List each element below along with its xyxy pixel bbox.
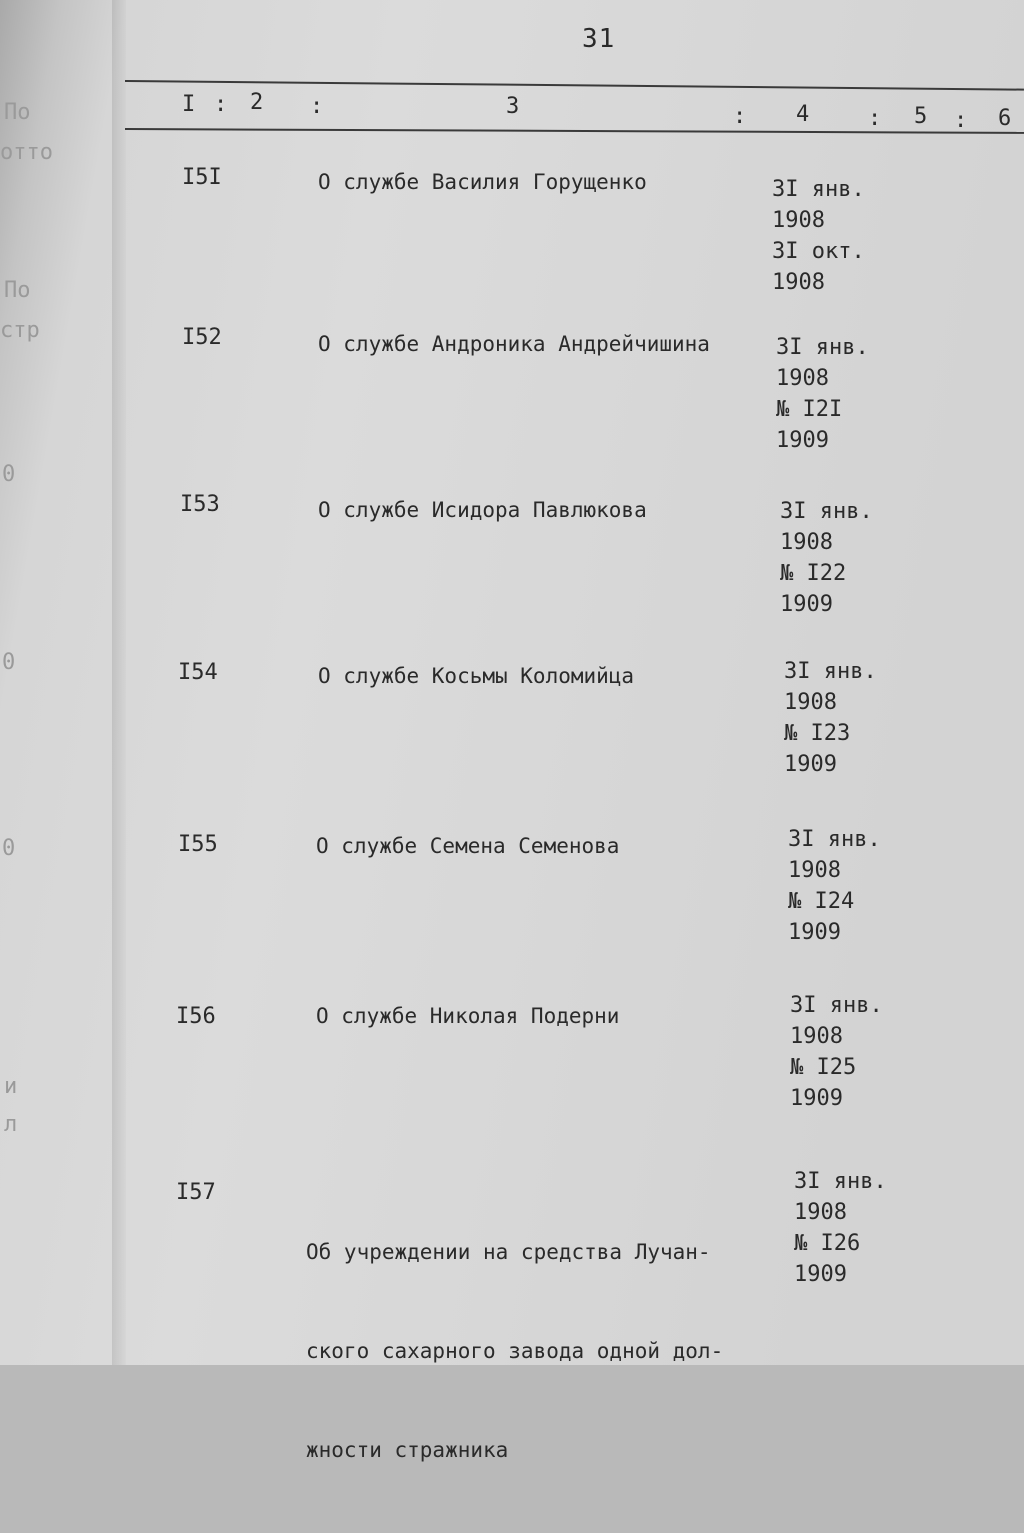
column-header: 5 (914, 104, 928, 129)
date-line: № I25 (790, 1055, 857, 1080)
row-number: I53 (180, 492, 220, 517)
column-separator: : (868, 106, 882, 131)
margin-bleed-text: л (4, 1112, 18, 1137)
column-header: I (182, 92, 196, 117)
row-title: О службе Исидора Павлюкова (318, 498, 647, 522)
date-line: 1908 (784, 690, 837, 715)
margin-bleed-text: По (4, 100, 31, 125)
date-line: 3I янв. (784, 659, 877, 684)
date-line: 3I янв. (790, 993, 883, 1018)
row-title: О службе Василия Горущенко (318, 170, 647, 194)
margin-bleed-text: 0 (2, 650, 16, 675)
row-number: I57 (176, 1180, 216, 1205)
margin-bleed-text: По (4, 278, 31, 303)
row-dates (772, 174, 865, 298)
date-line: 1908 (772, 270, 825, 295)
date-line: 1909 (788, 920, 841, 945)
column-header: 6 (998, 106, 1012, 131)
date-line: 1909 (794, 1262, 847, 1287)
date-line: № I26 (794, 1231, 861, 1256)
date-line: 3I янв. (788, 827, 881, 852)
row-number: I5I (182, 165, 222, 190)
date-line: № I22 (780, 561, 847, 586)
date-line: 3I янв. (780, 499, 873, 524)
date-line: 1908 (776, 366, 829, 391)
row-dates (794, 1166, 887, 1290)
date-line: 1909 (790, 1086, 843, 1111)
date-line: 3I янв. (772, 177, 865, 202)
title-line: жности стражника (306, 1438, 509, 1462)
margin-bleed-text: 0 (2, 836, 16, 861)
row-dates (790, 990, 883, 1114)
row-number: I56 (176, 1004, 216, 1029)
title-line: ского сахарного завода одной дол- (306, 1339, 724, 1363)
row-title: О службе Николая Подерни (316, 1004, 620, 1028)
row-dates (788, 824, 881, 948)
date-line: № I24 (788, 889, 855, 914)
column-header: 3 (506, 94, 520, 119)
margin-bleed-text: отто (0, 140, 53, 165)
date-line: № I23 (784, 721, 851, 746)
row-title (306, 1170, 723, 1533)
margin-bleed-text: стр (0, 318, 40, 343)
margin-bleed-text: и (4, 1074, 18, 1099)
column-separator: : (954, 108, 968, 133)
title-line: Об учреждении на средства Лучан- (306, 1240, 711, 1264)
date-line: 3I окт. (772, 239, 865, 264)
date-line: 1908 (790, 1024, 843, 1049)
row-number: I54 (178, 660, 218, 685)
row-number: I52 (182, 325, 222, 350)
row-title: О службе Косьмы Коломийца (318, 664, 635, 688)
page-number: 31 (582, 24, 616, 54)
row-number: I55 (178, 832, 218, 857)
row-dates (784, 656, 877, 780)
date-line: 1909 (776, 428, 829, 453)
column-separator: : (310, 94, 324, 119)
date-line: 1908 (772, 208, 825, 233)
row-title: О службе Андроника Андрейчишина (318, 332, 710, 356)
date-line: 1908 (780, 530, 833, 555)
date-line: 1908 (794, 1200, 847, 1225)
column-separator: : (733, 104, 747, 129)
row-dates (776, 332, 869, 456)
date-line: 1908 (788, 858, 841, 883)
row-title: О службе Семена Семенова (316, 834, 620, 858)
date-line: № I2I (776, 397, 843, 422)
column-header: 2 (250, 90, 264, 115)
margin-bleed-text: 0 (2, 462, 16, 487)
row-dates (780, 496, 873, 620)
date-line: 3I янв. (776, 335, 869, 360)
header-rule-bottom (125, 128, 1024, 134)
date-line: 1909 (784, 752, 837, 777)
date-line: 3I янв. (794, 1169, 887, 1194)
column-separator: : (214, 92, 228, 117)
column-header: 4 (796, 102, 810, 127)
date-line: 1909 (780, 592, 833, 617)
book-spine-shadow (112, 0, 126, 1365)
